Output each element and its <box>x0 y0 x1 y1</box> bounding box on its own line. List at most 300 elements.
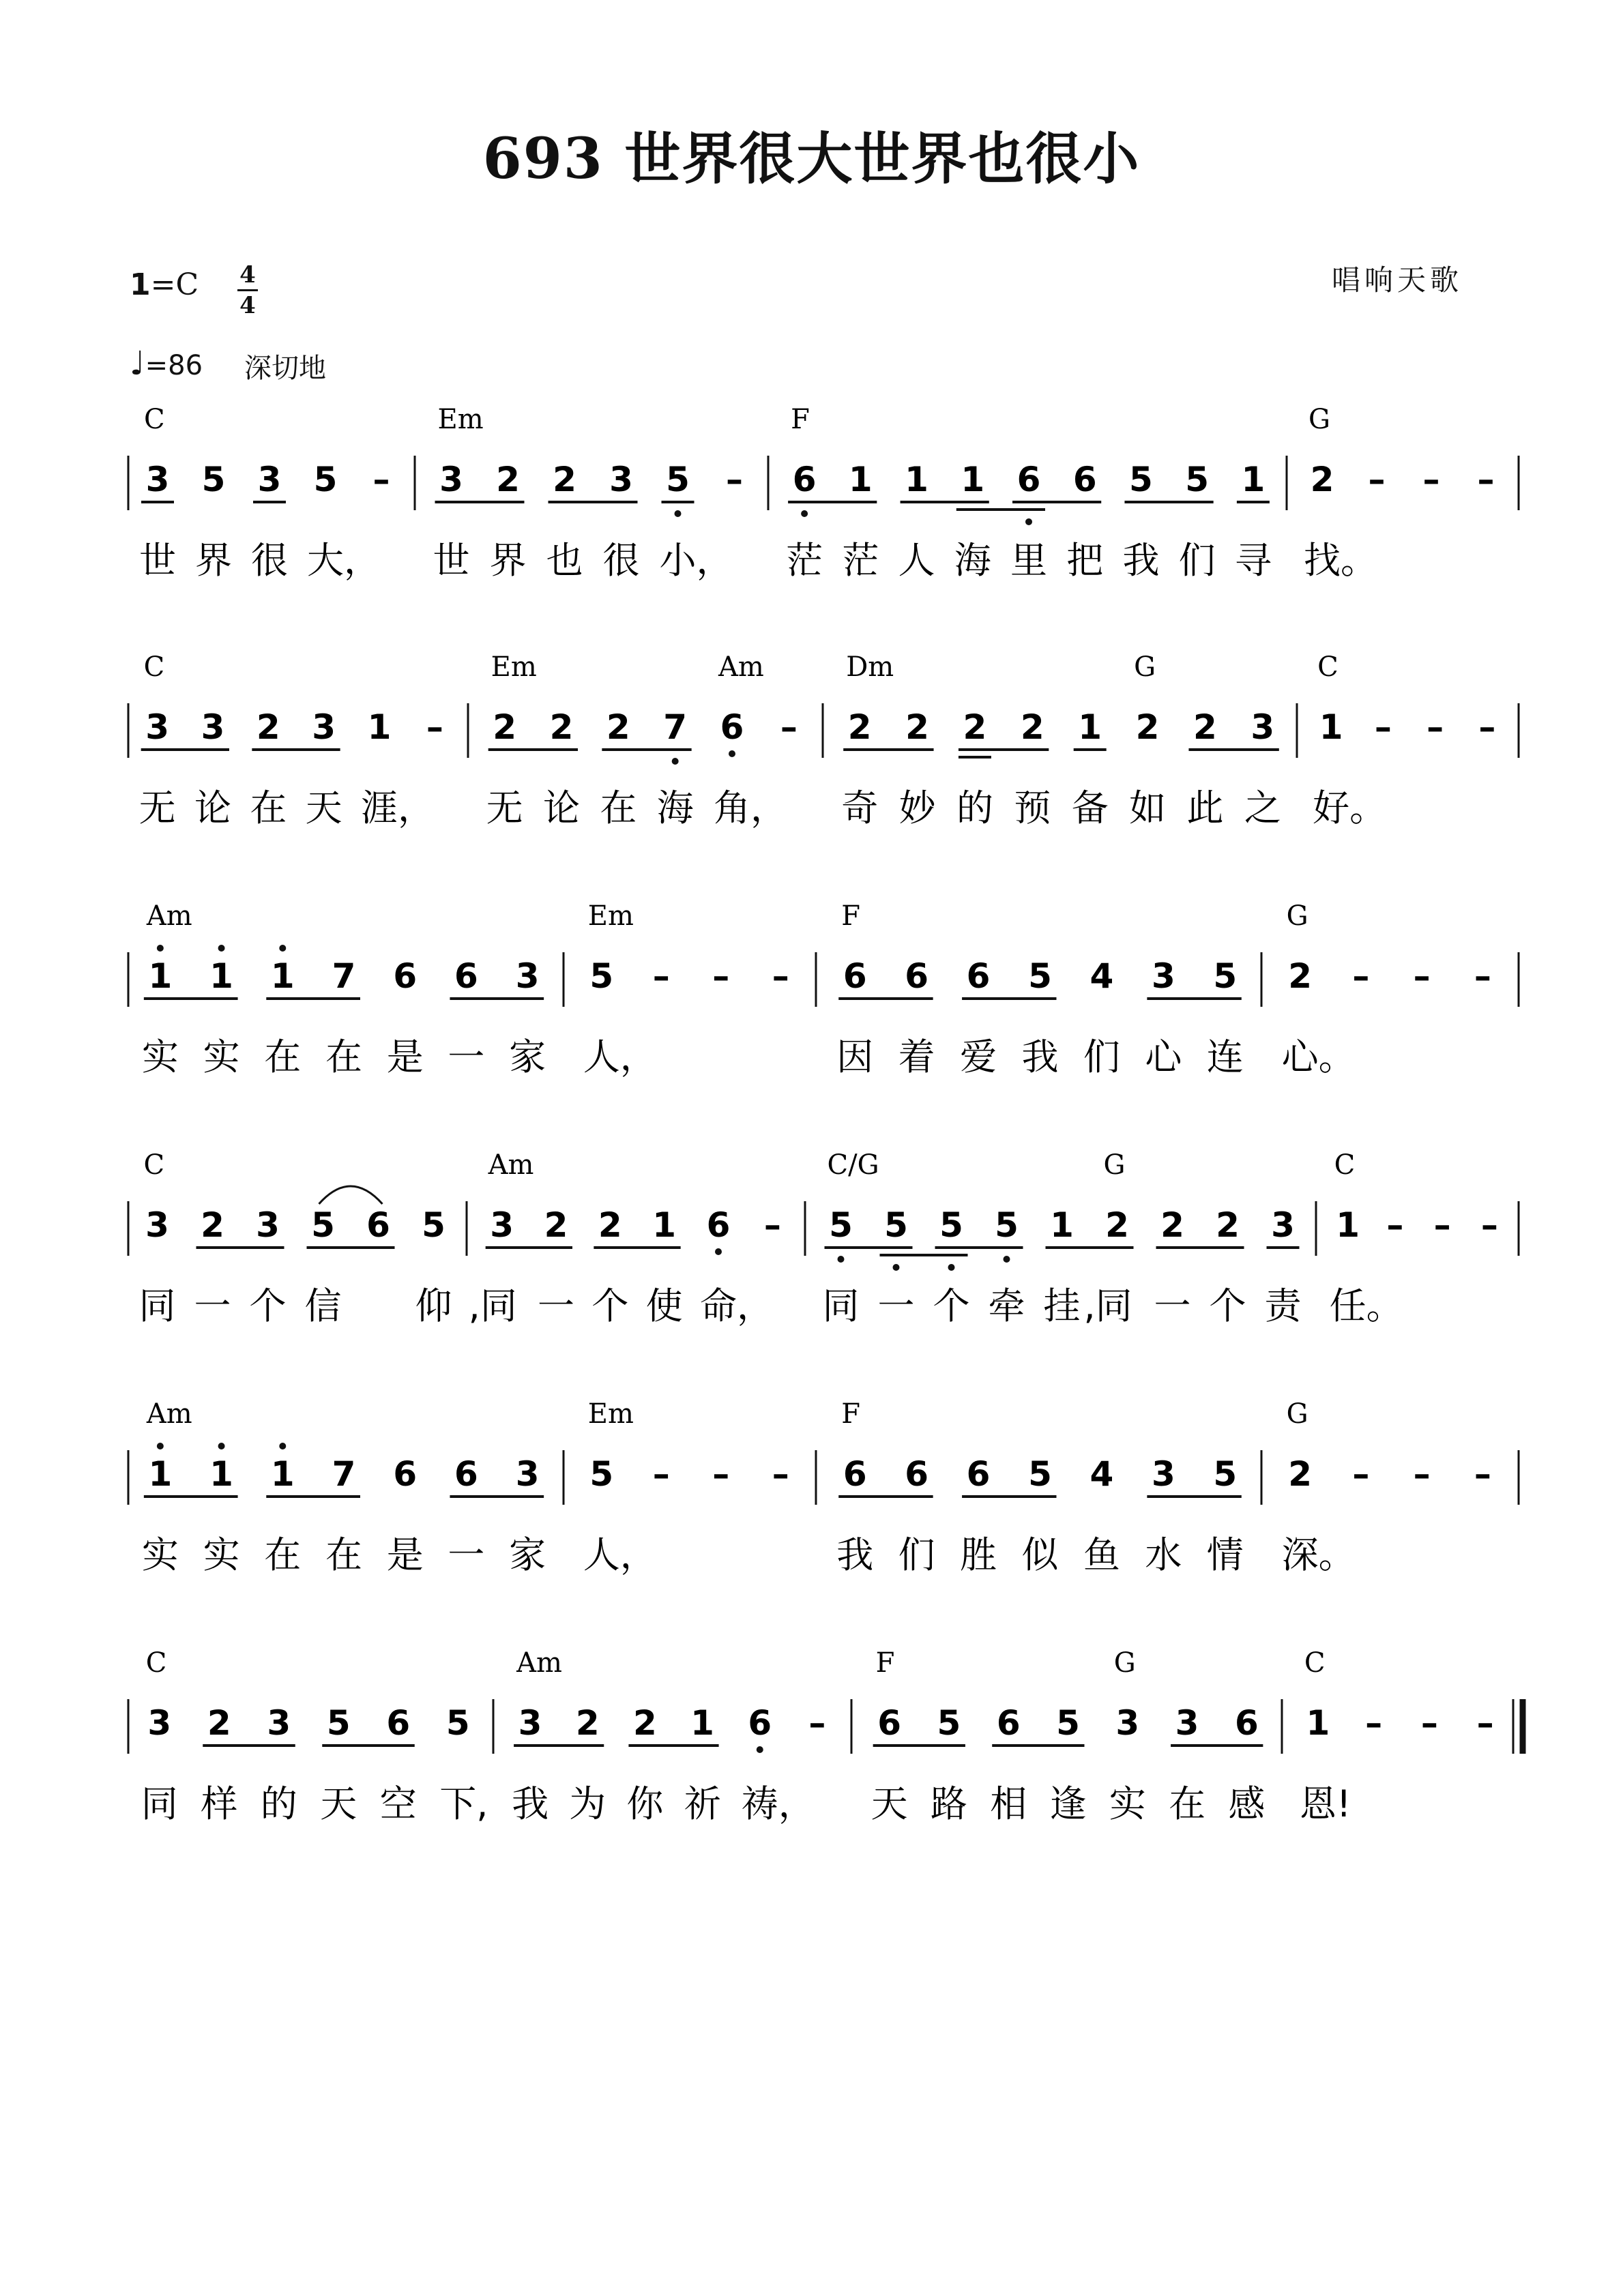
note: 5 <box>829 1205 853 1245</box>
note: 2 <box>633 1703 657 1743</box>
note: 2 <box>1135 707 1160 747</box>
lyric: 我 <box>836 1533 874 1576</box>
dash: – <box>1477 460 1495 499</box>
dash: – <box>1433 1205 1451 1245</box>
note: 5 <box>995 1205 1019 1245</box>
note: 1 <box>1306 1703 1330 1743</box>
dash: – <box>1480 1205 1498 1245</box>
dash: – <box>780 707 798 747</box>
lyric: 天 <box>305 786 342 829</box>
note: 1 <box>1241 460 1266 499</box>
lyric: 相 <box>990 1782 1027 1825</box>
tempo-value: =86 <box>145 350 203 381</box>
note: 6 <box>393 956 418 996</box>
note: 1 <box>148 1454 173 1494</box>
lyric: 同 <box>141 1782 178 1825</box>
lyric: 界 <box>489 539 527 582</box>
note: 5 <box>1129 460 1153 499</box>
chord-symbol: F <box>841 900 860 932</box>
note: 6 <box>706 1205 731 1245</box>
note: 2 <box>963 707 987 747</box>
lyric: 海 <box>954 539 991 582</box>
lyric: 实 <box>203 1533 240 1576</box>
dash: – <box>1413 1454 1431 1494</box>
note: 3 <box>256 1205 280 1245</box>
note: 6 <box>905 1454 929 1494</box>
octave-dot-high <box>157 1443 164 1449</box>
chord-symbol: Em <box>491 651 537 683</box>
note: 6 <box>843 956 867 996</box>
note: 3 <box>515 1454 540 1494</box>
note: 2 <box>549 707 574 747</box>
chord-symbol: G <box>1308 404 1330 435</box>
note: 5 <box>1056 1703 1080 1743</box>
dash: – <box>1386 1205 1404 1245</box>
dash: – <box>763 1205 781 1245</box>
note: 6 <box>748 1703 772 1743</box>
note: 6 <box>454 956 478 996</box>
octave-dot-low <box>675 510 682 517</box>
lyric: 一 <box>448 1533 485 1576</box>
lyric: 逢 <box>1049 1782 1087 1825</box>
note: 3 <box>257 460 282 499</box>
lyric: 命， <box>700 1284 774 1327</box>
octave-dot-low <box>672 758 679 765</box>
note: 5 <box>311 1205 335 1245</box>
note: 3 <box>518 1703 542 1743</box>
key-tonic: 1 <box>130 267 151 302</box>
lyric: 着 <box>898 1035 935 1078</box>
lyric: 世 <box>139 539 176 582</box>
lyric: 在 <box>600 786 637 829</box>
expression-marking: 深切地 <box>244 353 326 384</box>
lyric: 任。 <box>1329 1284 1403 1327</box>
chord-symbol: Dm <box>846 651 894 683</box>
octave-dot-low <box>715 1248 722 1255</box>
note: 1 <box>1078 707 1102 747</box>
note: 2 <box>1288 956 1313 996</box>
octave-dot-high <box>157 945 164 952</box>
octave-dot-low <box>838 1256 845 1263</box>
note: 7 <box>332 1454 356 1494</box>
lyric: 胜 <box>960 1533 997 1576</box>
lyric: 一 <box>194 1284 231 1327</box>
lyric: 的 <box>260 1782 297 1825</box>
lyric: 为 <box>569 1782 606 1825</box>
note: 2 <box>1020 707 1044 747</box>
dash: – <box>1413 956 1431 996</box>
note: 1 <box>209 1454 233 1494</box>
lyric: 似 <box>1021 1533 1059 1576</box>
note: 6 <box>1072 460 1097 499</box>
note: 2 <box>598 1205 622 1245</box>
lyric: 好。 <box>1313 786 1387 829</box>
lyric: 在 <box>250 786 287 829</box>
note: 2 <box>606 707 630 747</box>
note: 3 <box>145 1205 169 1245</box>
note: 3 <box>201 707 225 747</box>
chord-symbol: Am <box>488 1149 534 1181</box>
note: 1 <box>848 460 873 499</box>
note: 2 <box>201 1205 224 1245</box>
lyric: 界 <box>195 539 232 582</box>
note: 5 <box>326 1703 351 1743</box>
chord-symbol: C <box>1317 651 1339 683</box>
note: 6 <box>966 1454 991 1494</box>
note: 5 <box>1185 460 1210 499</box>
dash: – <box>808 1703 826 1743</box>
note: 3 <box>1175 1703 1199 1743</box>
note: 6 <box>905 956 929 996</box>
key-name: =C <box>150 267 199 302</box>
dash: – <box>1374 707 1392 747</box>
dash: – <box>372 460 390 499</box>
lyric: 同 <box>138 1284 176 1327</box>
lyric: 天 <box>871 1782 908 1825</box>
note: 1 <box>1319 707 1343 747</box>
lyric: 人， <box>583 1035 657 1078</box>
chord-symbol: F <box>841 1398 860 1430</box>
dash: – <box>772 956 789 996</box>
chord-symbol: Am <box>516 1647 562 1679</box>
lyric: 一 <box>448 1035 485 1078</box>
lyric: 信 <box>304 1284 342 1327</box>
lyric: 也 <box>546 539 583 582</box>
lyric: 个 <box>1209 1284 1246 1327</box>
lyric: 论 <box>194 786 231 829</box>
dash: – <box>1352 956 1370 996</box>
note: 1 <box>690 1703 714 1743</box>
dash: – <box>726 460 743 499</box>
lyric: 下, <box>439 1782 488 1825</box>
lyric: 预 <box>1014 786 1051 829</box>
octave-dot-low <box>1025 518 1032 525</box>
note: 5 <box>422 1205 445 1245</box>
lyric: 寻 <box>1234 539 1272 582</box>
chord-symbol: G <box>1103 1149 1126 1181</box>
lyric: 茫 <box>786 539 823 582</box>
note: 2 <box>1310 460 1334 499</box>
note: 2 <box>493 707 517 747</box>
lyric: 个 <box>249 1284 287 1327</box>
chord-symbol: C <box>145 1647 167 1679</box>
lyric: 们 <box>898 1533 935 1576</box>
chord-symbol: Am <box>146 900 192 932</box>
note: 5 <box>1213 1454 1238 1494</box>
note: 3 <box>147 1703 172 1743</box>
note: 2 <box>905 707 929 747</box>
lyric: 仰 <box>415 1284 452 1327</box>
octave-dot-low <box>757 1746 763 1753</box>
note: 2 <box>575 1703 600 1743</box>
lyric: 如 <box>1129 786 1167 829</box>
octave-dot-high <box>279 945 286 952</box>
lyric: 情 <box>1206 1533 1244 1576</box>
note: 1 <box>209 956 233 996</box>
chord-symbol: Em <box>587 1398 634 1430</box>
octave-dot-low <box>893 1264 900 1271</box>
note: 2 <box>1160 1205 1184 1245</box>
lyric: 一 <box>877 1284 915 1327</box>
lyric: 恩! <box>1299 1782 1351 1825</box>
note: 3 <box>1251 707 1275 747</box>
song-title: 693 世界很大世界也很小 <box>482 126 1141 192</box>
note: 3 <box>312 707 336 747</box>
dash: – <box>1420 1703 1438 1743</box>
note: 1 <box>961 460 985 499</box>
note: 6 <box>454 1454 478 1494</box>
chord-symbol: G <box>1113 1647 1136 1679</box>
note: 5 <box>1028 956 1052 996</box>
lyric: 同 <box>822 1284 860 1327</box>
lyric: 感 <box>1228 1782 1266 1825</box>
note: 2 <box>847 707 872 747</box>
note: 1 <box>270 1454 295 1494</box>
chord-symbol: Am <box>718 651 764 683</box>
lyric: 样 <box>201 1782 238 1825</box>
lyric: 之 <box>1244 786 1281 829</box>
lyric: 牵 <box>988 1284 1025 1327</box>
chord-symbol: C <box>1334 1149 1356 1181</box>
lyric: 家 <box>509 1533 546 1576</box>
chord-symbol: G <box>1286 900 1308 932</box>
chord-symbol: C/G <box>827 1149 879 1181</box>
lyric: 人 <box>898 539 935 582</box>
note: 7 <box>663 707 688 747</box>
lyric: 人， <box>583 1533 657 1576</box>
lyric: 路 <box>930 1782 967 1825</box>
lyric: ,同 <box>1083 1284 1132 1327</box>
note: 3 <box>1151 956 1175 996</box>
lyric: 爱 <box>960 1035 997 1078</box>
note: 6 <box>720 707 744 747</box>
note: 3 <box>439 460 463 499</box>
note: 6 <box>1234 1703 1259 1743</box>
lyric: 水 <box>1145 1533 1182 1576</box>
note: 1 <box>905 460 929 499</box>
note: 6 <box>386 1703 411 1743</box>
lyric: 们 <box>1083 1035 1120 1078</box>
note: 3 <box>1151 1454 1175 1494</box>
dash: – <box>772 1454 789 1494</box>
lyric: 心 <box>1145 1035 1182 1078</box>
note: 3 <box>145 707 170 747</box>
note: 3 <box>515 956 540 996</box>
dash: – <box>652 956 670 996</box>
note: 7 <box>332 956 356 996</box>
lyric: 祷， <box>741 1782 815 1825</box>
lyric: 茫 <box>842 539 879 582</box>
chord-symbol: F <box>875 1647 895 1679</box>
lyric: 一 <box>1154 1284 1191 1327</box>
lyric: 实 <box>1109 1782 1146 1825</box>
songbook-source: 唱响天歌 <box>1332 263 1463 297</box>
chord-symbol: F <box>791 404 810 435</box>
lyric: 我 <box>1021 1035 1059 1078</box>
note: 6 <box>877 1703 902 1743</box>
note: 5 <box>313 460 338 499</box>
lyric: 深。 <box>1281 1533 1356 1576</box>
note: 2 <box>1105 1205 1129 1245</box>
note: 5 <box>937 1703 961 1743</box>
lyric: 天 <box>320 1782 357 1825</box>
chord-symbol: Em <box>587 900 634 932</box>
chord-symbol: C <box>143 1149 165 1181</box>
note: 3 <box>145 460 170 499</box>
lyric: 在 <box>264 1533 302 1576</box>
note: 2 <box>256 707 280 747</box>
note: 6 <box>966 956 991 996</box>
lyric: 个 <box>933 1284 970 1327</box>
note: 5 <box>666 460 690 499</box>
lyric: 大， <box>307 539 381 582</box>
note: 5 <box>201 460 226 499</box>
dash: – <box>712 956 730 996</box>
note: 6 <box>792 460 817 499</box>
lyric: 使 <box>645 1284 683 1327</box>
dash: – <box>1365 1703 1383 1743</box>
lyric: 在 <box>325 1533 362 1576</box>
chord-symbol: G <box>1134 651 1156 683</box>
lyric: 我 <box>512 1782 549 1825</box>
dash: – <box>1368 460 1386 499</box>
dash: – <box>1476 1703 1494 1743</box>
note: 5 <box>1028 1454 1052 1494</box>
lyric: 无 <box>138 786 176 829</box>
note: 1 <box>270 956 295 996</box>
note: 1 <box>1050 1205 1074 1245</box>
lyric: 个 <box>591 1284 629 1327</box>
quarter-note-icon: ♩ <box>130 344 145 383</box>
lyric: 世 <box>433 539 470 582</box>
lyric: 挂 <box>1043 1284 1081 1327</box>
lyric: 你 <box>626 1782 664 1825</box>
note: 2 <box>207 1703 231 1743</box>
lyric: 祈 <box>684 1782 721 1825</box>
dash: – <box>652 1454 670 1494</box>
note: 2 <box>544 1205 568 1245</box>
lyric: 很 <box>602 539 640 582</box>
note: 1 <box>367 707 392 747</box>
lyric: 妙 <box>898 786 936 829</box>
lyric: 我 <box>1122 539 1160 582</box>
chord-symbol: C <box>143 651 165 683</box>
chord-symbol: C <box>144 404 165 435</box>
note: 3 <box>267 1703 291 1743</box>
chord-symbol: C <box>1304 1647 1326 1679</box>
dash: – <box>1474 1454 1491 1494</box>
note: 6 <box>366 1205 390 1245</box>
dash: – <box>712 1454 730 1494</box>
note: 6 <box>393 1454 418 1494</box>
lyric: 鱼 <box>1083 1533 1120 1576</box>
note: 3 <box>1271 1205 1295 1245</box>
note: 2 <box>1193 707 1217 747</box>
note: 5 <box>445 1703 470 1743</box>
lyric: 里 <box>1010 539 1047 582</box>
note: 1 <box>1336 1205 1360 1245</box>
lyric: 在 <box>325 1035 362 1078</box>
dash: – <box>1474 956 1491 996</box>
chord-symbol: Am <box>146 1398 192 1430</box>
lyric: 很 <box>251 539 288 582</box>
lyric: 备 <box>1071 786 1109 829</box>
lyric: 责 <box>1264 1284 1302 1327</box>
note: 2 <box>1216 1205 1240 1245</box>
octave-dot-high <box>218 1443 225 1449</box>
time-signature-bottom: 4 <box>239 292 256 319</box>
lyric: 实 <box>141 1533 179 1576</box>
lyric: 是 <box>386 1035 424 1078</box>
note: 4 <box>1090 956 1114 996</box>
lyric: 海 <box>656 786 694 829</box>
note: 2 <box>553 460 576 499</box>
octave-dot-high <box>218 945 225 952</box>
lyric: 一 <box>538 1284 574 1327</box>
lyric: 因 <box>836 1035 874 1078</box>
dash: – <box>1478 707 1496 747</box>
dash: – <box>1427 707 1444 747</box>
lyric: 连 <box>1206 1035 1244 1078</box>
slur <box>319 1186 383 1204</box>
note: 5 <box>939 1205 963 1245</box>
lyric: 们 <box>1178 539 1216 582</box>
octave-dot-high <box>279 1443 286 1449</box>
lyric: 心。 <box>1281 1035 1356 1078</box>
note: 2 <box>1288 1454 1313 1494</box>
note: 3 <box>609 460 633 499</box>
chord-symbol: G <box>1286 1398 1308 1430</box>
dash: – <box>1422 460 1440 499</box>
note: 1 <box>652 1205 677 1245</box>
lyric: 小， <box>659 539 733 582</box>
note: 2 <box>496 460 520 499</box>
lyric: 在 <box>264 1035 302 1078</box>
note: 6 <box>996 1703 1021 1743</box>
note: 1 <box>148 956 173 996</box>
lyric: 论 <box>543 786 580 829</box>
octave-dot-low <box>1004 1256 1010 1263</box>
lyric: 的 <box>956 786 993 829</box>
lyric: 找。 <box>1304 539 1377 582</box>
lyric: 实 <box>141 1035 179 1078</box>
note: 3 <box>490 1205 514 1245</box>
lyric: 此 <box>1186 786 1224 829</box>
note: 5 <box>589 956 614 996</box>
note: 4 <box>1090 1454 1114 1494</box>
lyric: 家 <box>509 1035 546 1078</box>
lyric: 实 <box>203 1035 240 1078</box>
note: 5 <box>884 1205 908 1245</box>
note: 3 <box>1115 1703 1140 1743</box>
note: 5 <box>589 1454 614 1494</box>
note: 6 <box>1017 460 1041 499</box>
octave-dot-low <box>801 510 808 517</box>
lyric: 在 <box>1169 1782 1206 1825</box>
lyric: 把 <box>1066 539 1104 582</box>
note: 6 <box>843 1454 867 1494</box>
dash: – <box>1352 1454 1370 1494</box>
note: 5 <box>1213 956 1238 996</box>
lyric: ,同 <box>468 1284 517 1327</box>
time-signature-top: 4 <box>239 261 256 289</box>
lyric: 空 <box>379 1782 417 1825</box>
chord-symbol: Em <box>437 404 484 435</box>
lyric: 奇 <box>841 786 879 829</box>
octave-dot-low <box>729 750 735 757</box>
dash: – <box>426 707 443 747</box>
lyric: 角， <box>714 786 787 829</box>
